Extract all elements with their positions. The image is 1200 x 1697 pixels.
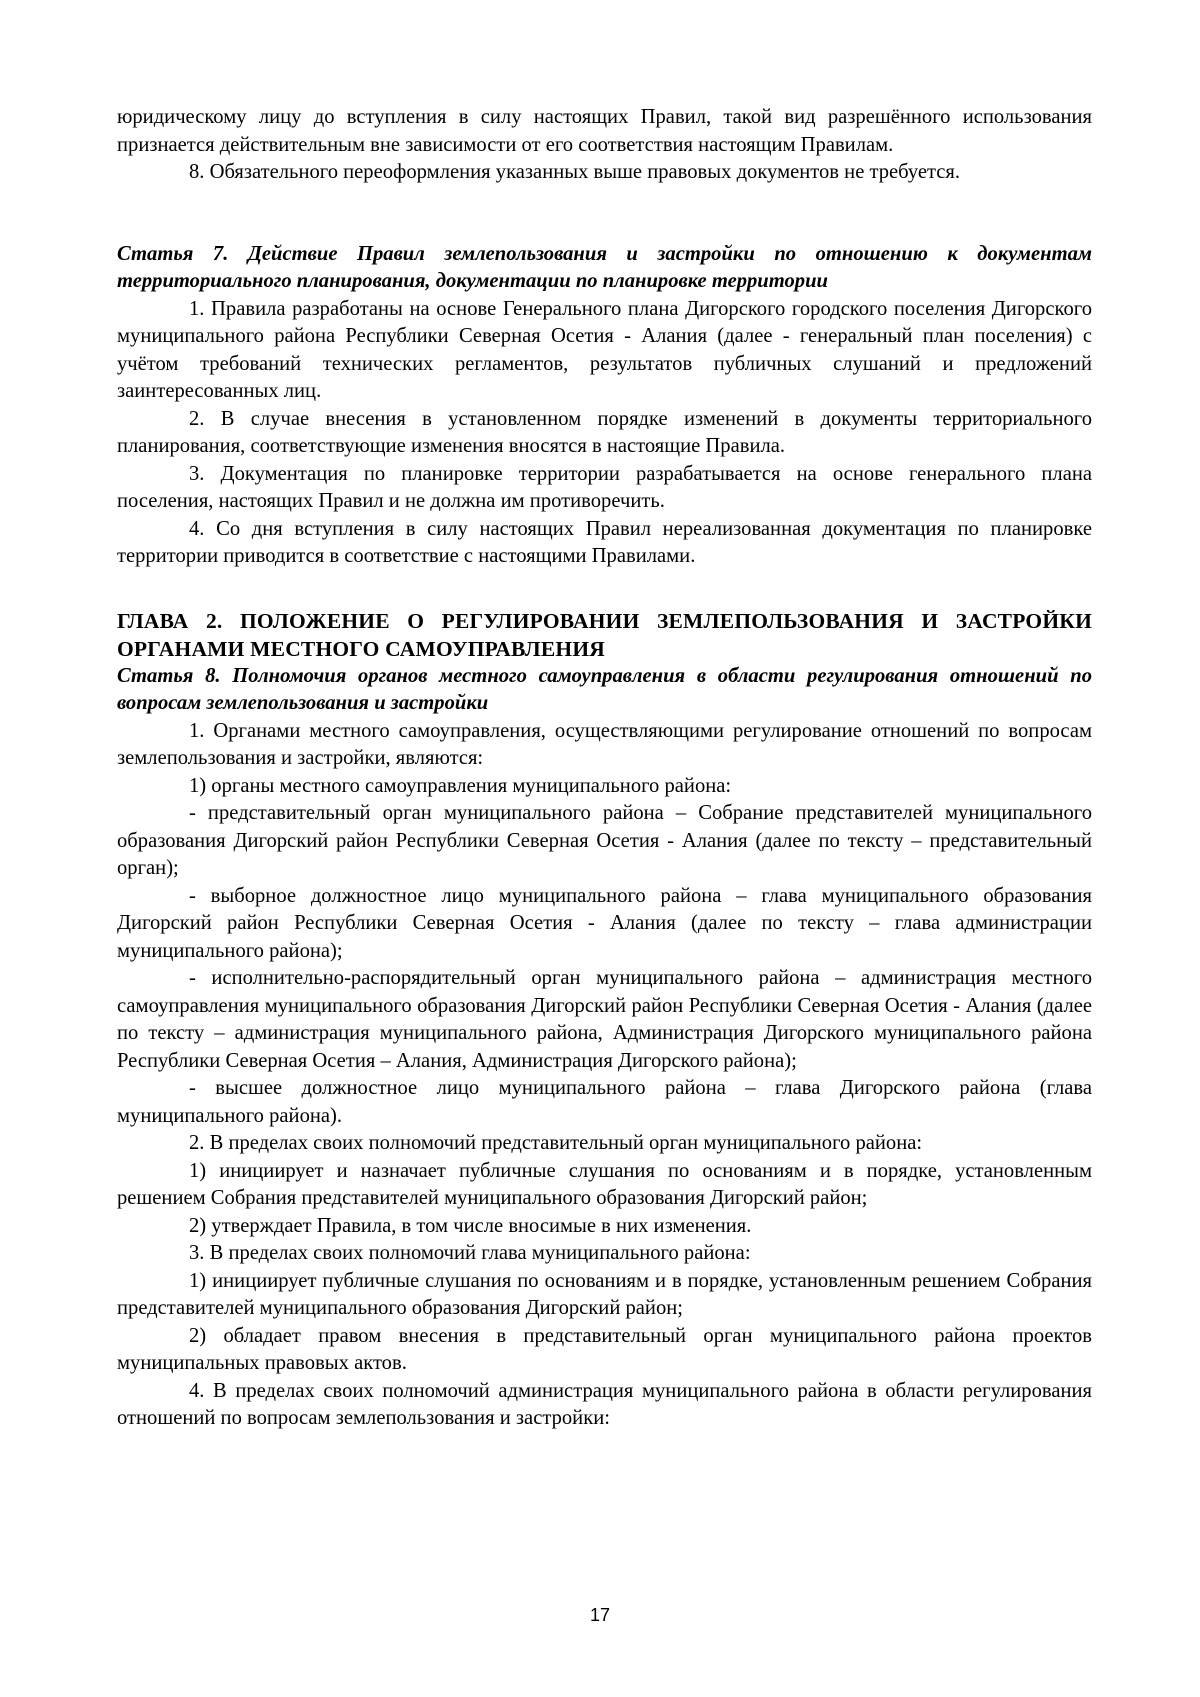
article-8-dash-item-3: - исполнительно-распорядительный орган муниципального района – администрация местного самоуправления муниципального образования Дигорский район Республики Северная Осетия - Алания (далее по тексту – администрация муниципального района, Администрация Дигорского муниципального района Республики Северная Осетия – Алания, Администрация Дигорского района); [117, 967, 1092, 1072]
article-8-paragraph-3: 3. В пределах своих полномочий глава муниципального района: [189, 1242, 751, 1264]
article-7-paragraph-4: 4. Со дня вступления в силу настоящих Правил нереализованная документация по планировке территории приводится в соответствие с настоящими Правилами. [117, 517, 1092, 567]
article-8-dash-item-2: - выборное должностное лицо муниципального района – глава муниципального образования Дигорский район Республики Северная Осетия - Алания (далее по тексту – глава администрации муниципального района); [117, 884, 1092, 962]
chapter-2-heading: ГЛАВА 2. ПОЛОЖЕНИЕ О РЕГУЛИРОВАНИИ ЗЕМЛЕПОЛЬЗОВАНИЯ И ЗАСТРОЙКИ ОРГАНАМИ МЕСТНОГО САМОУПРАВЛЕНИЯ [117, 608, 1092, 661]
article-7-paragraph-1: 1. Правила разработаны на основе Генерального плана Дигорского городского поселения Дигорского муниципального района Республики Северная Осетия - Алания (далее - генеральный план поселения) с учётом требований технических регламентов, результатов публичных слушаний и предложений заинтересованных лиц. [117, 297, 1092, 402]
article-8-paragraph-2-item-2: 2) утверждает Правила, в том числе вносимые в них изменения. [189, 1214, 752, 1237]
spacer [117, 187, 1092, 241]
article-8-item-1: 1) органы местного самоуправления муниципального района: [189, 774, 732, 797]
article-7-paragraph-2: 2. В случае внесения в установленном порядке изменений в документы территориального планирования, соответствующие изменения вносятся в настоящие Правила. [117, 407, 1092, 457]
article-8-paragraph-3-item-2: 2) обладает правом внесения в представительный орган муниципального района проектов муниципальных правовых актов. [117, 1324, 1092, 1374]
paragraph-continuation: юридическому лицу до вступления в силу настоящих Правил, такой вид разрешённого использования признается действительным вне зависимости от его соответствия настоящим Правилам. [117, 106, 1092, 156]
article-8-dash-item-4: - высшее должностное лицо муниципального района – глава Дигорского района (глава муниципального района). [117, 1077, 1092, 1127]
article-8-heading: Статья 8. Полномочия органов местного самоуправления в области регулирования отношений по вопросам землепользования и застройки [117, 664, 1092, 714]
spacer [117, 571, 1092, 607]
article-8-dash-item-1: - представительный орган муниципального района – Собрание представителей муниципального образования Дигорский район Республики Северная Осетия - Алания (далее по тексту – представительный орган); [117, 802, 1092, 879]
article-7-heading: Статья 7. Действие Правил землепользования и застройки по отношению к документам территориального планирования, документации по планировке территории [117, 242, 1092, 292]
article-7-paragraph-3: 3. Документация по планировке территории разрабатывается на основе генерального плана поселения, настоящих Правил и не должна им противоречить. [117, 462, 1092, 512]
article-8-paragraph-4: 4. В пределах своих полномочий администрация муниципального района в области регулирования отношений по вопросам землепользования и застройки: [117, 1379, 1092, 1429]
page-number: 17 [589, 1605, 611, 1625]
article-8-paragraph-3-item-1: 1) инициирует публичные слушания по основаниям и в порядке, установленным решением Собрания представителей муниципального образования Дигорский район; [117, 1269, 1092, 1319]
article-8-paragraph-2-item-1: 1) инициирует и назначает публичные слушания по основаниям и в порядке, установленным решением Собрания представителей муниципального образования Дигорский район; [117, 1159, 1092, 1209]
article-8-paragraph-1: 1. Органами местного самоуправления, осуществляющими регулирование отношений по вопросам землепользования и застройки, являются: [117, 719, 1092, 769]
article-8-paragraph-2: 2. В пределах своих полномочий представительный орган муниципального района: [189, 1132, 923, 1154]
document-page [117, 104, 1092, 1433]
paragraph-8: 8. Обязательного переоформления указанных выше правовых документов не требуется. [189, 161, 961, 183]
